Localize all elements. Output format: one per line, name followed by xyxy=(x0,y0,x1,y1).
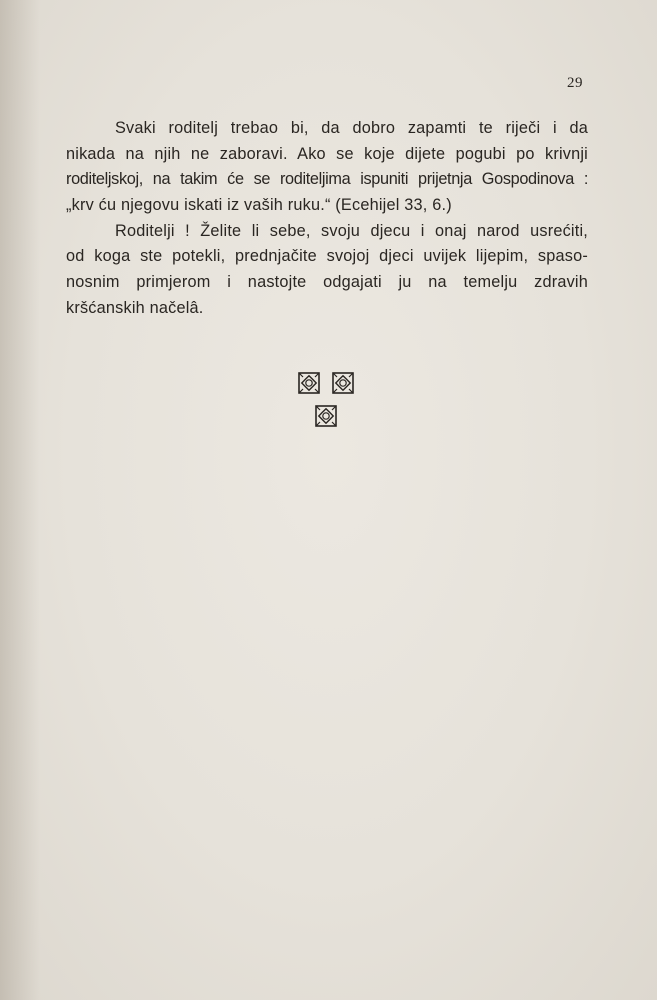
text-line: Svaki roditelj trebao bi, da dobro zapamti te riječi i da xyxy=(115,119,588,137)
square-quatrefoil-ornament-icon xyxy=(333,373,353,393)
square-quatrefoil-ornament-icon xyxy=(299,373,319,393)
text-line: nosnim primjerom i nastojte odgajati ju na temelju zdravih xyxy=(66,273,588,292)
body-text xyxy=(66,116,588,322)
page-number: 29 xyxy=(567,75,583,91)
text-line: nikada na njih ne zaboravi. Ako se koje dijete pogubi po krivnji xyxy=(66,144,588,163)
text-line: Roditelji ! Želite li sebe, svoju djecu i onaj narod usrećiti, xyxy=(115,221,588,240)
page-gutter-shadow xyxy=(0,0,40,1000)
text-line: roditeljskoj, na takim će se roditeljima ispuniti prijetnja Gospodinova : xyxy=(66,170,588,189)
text-line: kršćanskih načelâ. xyxy=(66,298,204,317)
text-line: „krv ću njegovu iskati iz vaših ruku.“ (Ecehijel 33, 6.) xyxy=(66,196,452,215)
text-line: od koga ste potekli, prednjačite svojoj djeci uvijek lijepim, spaso- xyxy=(66,247,588,266)
square-quatrefoil-ornament-icon xyxy=(316,406,336,426)
